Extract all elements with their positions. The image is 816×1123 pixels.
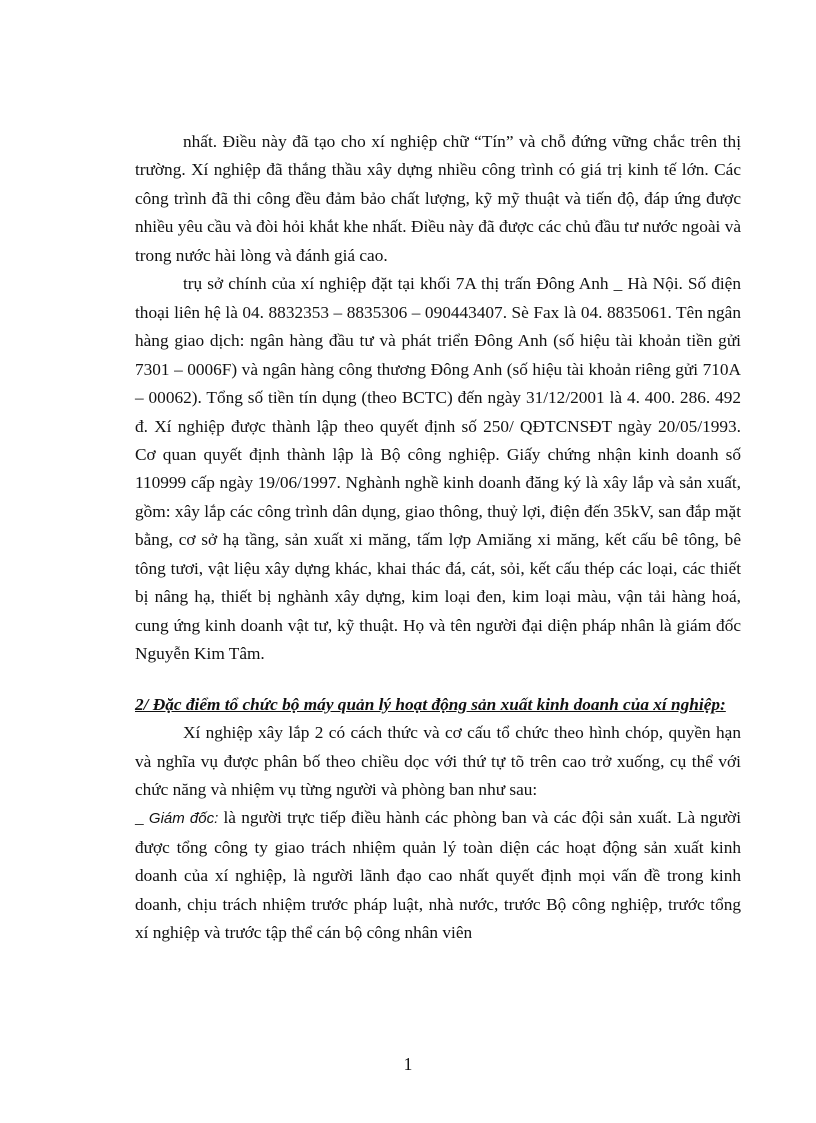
paragraph-director-role: [135, 804, 741, 947]
section-heading: 2/ Đặc điểm tổ chức bộ máy quản lý hoạt động sản xuất kinh doanh của xí nghiệp:: [135, 694, 726, 714]
page-number: 1: [403, 1054, 413, 1074]
page-body: [135, 128, 741, 948]
role-label: Giám đốc:: [148, 810, 219, 828]
paragraph-headquarters: trụ sở chính của xí nghiệp đặt tại khối 7A thị trấn Đông Anh _ Hà Nội. Số điện thoại liên hệ là 04. 8832353 – 8835306 – 090443407. Sè Fax là 04. 8835061. Tên ngân hàng giao dịch: ngân hàng đầu tư và phát triển Đông Anh (số hiệu tài khoản tiền gửi 7301 – 0006F) và ngân hàng công thương Đông Anh (số hiệu tài khoản riêng gửi 710A – 00062). Tổng số tiền tín dụng (theo BCTC) đến ngày 31/12/2001 là 4. 400. 286. 492 đ. Xí nghiệp được thành lập theo quyết định số 250/ QĐTCNSĐT ngày 20/05/1993. Cơ quan quyết định thành lập là Bộ công nghiệp. Giấy chứng nhận kinh doanh số 110999 cấp ngày 19/06/1997. Nghành nghề kinh doanh đăng ký là xây lắp và sản xuất, gồm: xây lắp các công trình dân dụng, giao thông, thuỷ lợi, điện đến 35kV, san đắp mặt bằng, cơ sở hạ tầng, sản xuất xi măng, tấm lợp Amiăng xi măng, kết cấu bê tông, bê tông tươi, vật liệu xây dựng khác, khai thác đá, cát, sỏi, kết cấu thép các loại, các thiết bị nâng hạ, thiết bị nghành xây dựng, kim loại đen, kim loại màu, vận tải hàng hoá, cung ứng kinh doanh vật tư, kỹ thuật. Họ và tên người đại diện pháp nhân là giám đốc Nguyễn Kim Tâm.: [135, 274, 741, 664]
paragraph-reputation: nhất. Điều này đã tạo cho xí nghiệp chữ “Tín” và chỗ đứng vững chắc trên thị trường. Xí nghiệp đã thắng thầu xây dựng nhiều công trình có giá trị kinh tế lớn. Các công trình đã thi công đều đảm bảo chất lượng, kỹ mỹ thuật và tiến độ, đáp ứng được nhiều yêu cầu và đòi hỏi khắt khe nhất. Điều này đã được các chủ đầu tư nước ngoài và trong nước hài lòng và đánh giá cao.: [135, 132, 741, 265]
paragraph-structure-intro: Xí nghiệp xây lắp 2 có cách thức và cơ cấu tổ chức theo hình chóp, quyền hạn và nghĩa vụ được phân bố theo chiều dọc với thứ tự tõ trên cao trở xuống, cụ thể với chức năng và nhiệm vụ từng người và phòng ban như sau:: [135, 723, 741, 799]
role-prefix: _: [135, 808, 149, 828]
role-description: là người trực tiếp điều hành các phòng ban và các đội sản xuất. Là người được tổng công ty giao trách nhiệm quản lý toàn diện các hoạt động sản xuất kinh doanh của xí nghiệp, là người lãnh đạo cao nhất quyết định mọi vấn đề trong kinh doanh, chịu trách nhiệm trước pháp luật, nhà nước, trước Bộ công nghiệp, trước tổng xí nghiệp và trước tập thể cán bộ công nhân viên: [135, 808, 741, 943]
